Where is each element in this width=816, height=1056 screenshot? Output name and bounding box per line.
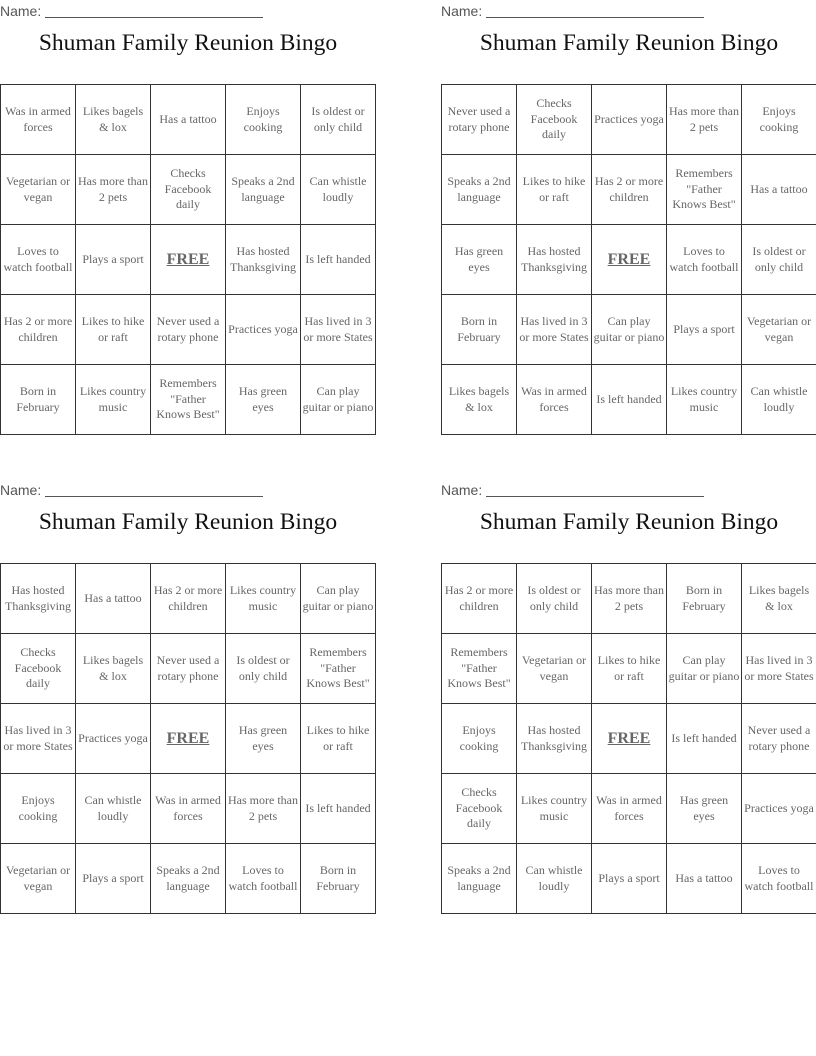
grid-row: [1, 634, 376, 704]
grid-row: [442, 704, 816, 774]
bingo-grid: [0, 563, 376, 914]
grid-cell: Has 2 or more children: [442, 564, 517, 634]
grid-cell: Can whistle loudly: [517, 844, 592, 914]
grid-cell: Has 2 or more children: [151, 564, 226, 634]
grid-cell: Likes to hike or raft: [592, 634, 667, 704]
grid-cell: Vegetarian or vegan: [742, 295, 816, 365]
grid-cell: Is oldest or only child: [301, 85, 376, 155]
grid-cell: Remembers "Father Knows Best": [151, 365, 226, 435]
grid-cell: Was in armed forces: [517, 365, 592, 435]
grid-cell: Never used a rotary phone: [151, 634, 226, 704]
grid-cell: Practices yoga: [742, 774, 816, 844]
name-blank-line: [486, 482, 704, 497]
grid-cell: Has lived in 3 or more States: [517, 295, 592, 365]
grid-cell: Is left handed: [301, 774, 376, 844]
grid-cell: Vegetarian or vegan: [1, 844, 76, 914]
grid-cell: Born in February: [301, 844, 376, 914]
free-space-cell: FREE: [151, 704, 226, 774]
grid-cell: Likes country music: [76, 365, 151, 435]
grid-row: [1, 365, 376, 435]
name-field: [0, 480, 376, 500]
grid-cell: Never used a rotary phone: [442, 85, 517, 155]
free-space-cell: FREE: [592, 704, 667, 774]
grid-cell: Can whistle loudly: [742, 365, 816, 435]
grid-row: [1, 155, 376, 225]
grid-cell: Plays a sport: [592, 844, 667, 914]
grid-row: [1, 774, 376, 844]
grid-cell: Has more than 2 pets: [667, 85, 742, 155]
grid-cell: Has 2 or more children: [592, 155, 667, 225]
name-label: Name:: [0, 482, 42, 498]
grid-cell: Has green eyes: [226, 704, 301, 774]
grid-cell: Has green eyes: [667, 774, 742, 844]
grid-cell: Can play guitar or piano: [592, 295, 667, 365]
bingo-grid: [441, 563, 816, 914]
grid-cell: Likes to hike or raft: [301, 704, 376, 774]
grid-row: [442, 844, 816, 914]
grid-row: [442, 774, 816, 844]
grid-cell: Checks Facebook daily: [517, 85, 592, 155]
grid-cell: Is left handed: [667, 704, 742, 774]
grid-cell: Enjoys cooking: [442, 704, 517, 774]
grid-cell: Practices yoga: [226, 295, 301, 365]
grid-cell: Remembers "Father Knows Best": [442, 634, 517, 704]
bingo-card-2: [441, 1, 816, 435]
name-label: Name:: [0, 3, 42, 19]
grid-cell: Is left handed: [301, 225, 376, 295]
name-field: [0, 1, 376, 21]
grid-cell: Likes to hike or raft: [76, 295, 151, 365]
grid-cell: Has lived in 3 or more States: [742, 634, 816, 704]
grid-cell: Plays a sport: [667, 295, 742, 365]
grid-cell: Never used a rotary phone: [151, 295, 226, 365]
grid-cell: Enjoys cooking: [742, 85, 816, 155]
grid-cell: Remembers "Father Knows Best": [667, 155, 742, 225]
grid-cell: Has lived in 3 or more States: [301, 295, 376, 365]
grid-cell: Has 2 or more children: [1, 295, 76, 365]
grid-cell: Can play guitar or piano: [301, 564, 376, 634]
grid-row: [442, 564, 816, 634]
card-title: Shuman Family Reunion Bingo: [479, 509, 779, 535]
grid-cell: Loves to watch football: [226, 844, 301, 914]
free-space-cell: FREE: [151, 225, 226, 295]
grid-cell: Has lived in 3 or more States: [1, 704, 76, 774]
grid-row: [1, 844, 376, 914]
grid-cell: Never used a rotary phone: [742, 704, 816, 774]
grid-cell: Was in armed forces: [592, 774, 667, 844]
grid-row: [442, 225, 816, 295]
grid-cell: Born in February: [1, 365, 76, 435]
grid-cell: Plays a sport: [76, 844, 151, 914]
grid-cell: Is oldest or only child: [742, 225, 816, 295]
grid-cell: Checks Facebook daily: [1, 634, 76, 704]
name-label: Name:: [441, 3, 483, 19]
grid-cell: Enjoys cooking: [226, 85, 301, 155]
bingo-card-3: [0, 480, 376, 914]
grid-cell: Loves to watch football: [1, 225, 76, 295]
grid-cell: Has more than 2 pets: [592, 564, 667, 634]
grid-cell: Vegetarian or vegan: [517, 634, 592, 704]
grid-cell: Likes bagels & lox: [76, 634, 151, 704]
grid-cell: Has hosted Thanksgiving: [517, 704, 592, 774]
grid-cell: Enjoys cooking: [1, 774, 76, 844]
grid-row: [442, 155, 816, 225]
grid-cell: Likes country music: [226, 564, 301, 634]
name-blank-line: [486, 3, 704, 18]
grid-cell: Has hosted Thanksgiving: [1, 564, 76, 634]
bingo-grid: [0, 84, 376, 435]
grid-cell: Speaks a 2nd language: [442, 844, 517, 914]
grid-cell: Likes to hike or raft: [517, 155, 592, 225]
grid-cell: Has a tattoo: [151, 85, 226, 155]
name-label: Name:: [441, 482, 483, 498]
grid-cell: Likes bagels & lox: [76, 85, 151, 155]
name-field: [441, 1, 816, 21]
grid-cell: Remembers "Father Knows Best": [301, 634, 376, 704]
grid-cell: Is left handed: [592, 365, 667, 435]
grid-row: [442, 365, 816, 435]
bingo-grid: [441, 84, 816, 435]
grid-cell: Speaks a 2nd language: [226, 155, 301, 225]
grid-cell: Practices yoga: [76, 704, 151, 774]
name-blank-line: [45, 482, 263, 497]
grid-row: [442, 85, 816, 155]
grid-cell: Has green eyes: [226, 365, 301, 435]
free-space-cell: FREE: [592, 225, 667, 295]
grid-cell: Has hosted Thanksgiving: [226, 225, 301, 295]
grid-cell: Can play guitar or piano: [667, 634, 742, 704]
bingo-card-1: [0, 1, 376, 435]
grid-cell: Has a tattoo: [76, 564, 151, 634]
grid-cell: Likes country music: [517, 774, 592, 844]
grid-row: [1, 564, 376, 634]
grid-cell: Has more than 2 pets: [226, 774, 301, 844]
bingo-card-4: [441, 480, 816, 914]
grid-row: [1, 704, 376, 774]
card-title: Shuman Family Reunion Bingo: [479, 30, 779, 56]
grid-cell: Likes bagels & lox: [742, 564, 816, 634]
grid-cell: Has hosted Thanksgiving: [517, 225, 592, 295]
grid-cell: Checks Facebook daily: [151, 155, 226, 225]
grid-cell: Has a tattoo: [742, 155, 816, 225]
grid-cell: Is oldest or only child: [517, 564, 592, 634]
grid-cell: Has green eyes: [442, 225, 517, 295]
card-title: Shuman Family Reunion Bingo: [38, 509, 338, 535]
grid-row: [1, 295, 376, 365]
name-blank-line: [45, 3, 263, 18]
grid-row: [442, 634, 816, 704]
grid-cell: Has more than 2 pets: [76, 155, 151, 225]
name-field: [441, 480, 816, 500]
grid-row: [1, 225, 376, 295]
grid-cell: Likes country music: [667, 365, 742, 435]
grid-cell: Born in February: [667, 564, 742, 634]
grid-cell: Speaks a 2nd language: [151, 844, 226, 914]
grid-cell: Has a tattoo: [667, 844, 742, 914]
grid-cell: Can whistle loudly: [301, 155, 376, 225]
grid-cell: Was in armed forces: [151, 774, 226, 844]
grid-cell: Practices yoga: [592, 85, 667, 155]
card-title: Shuman Family Reunion Bingo: [38, 30, 338, 56]
grid-row: [1, 85, 376, 155]
grid-cell: Can play guitar or piano: [301, 365, 376, 435]
grid-cell: Vegetarian or vegan: [1, 155, 76, 225]
grid-cell: Checks Facebook daily: [442, 774, 517, 844]
grid-cell: Can whistle loudly: [76, 774, 151, 844]
grid-cell: Speaks a 2nd language: [442, 155, 517, 225]
grid-cell: Plays a sport: [76, 225, 151, 295]
grid-cell: Born in February: [442, 295, 517, 365]
grid-cell: Loves to watch football: [742, 844, 816, 914]
grid-cell: Was in armed forces: [1, 85, 76, 155]
grid-cell: Likes bagels & lox: [442, 365, 517, 435]
grid-row: [442, 295, 816, 365]
grid-cell: Loves to watch football: [667, 225, 742, 295]
grid-cell: Is oldest or only child: [226, 634, 301, 704]
